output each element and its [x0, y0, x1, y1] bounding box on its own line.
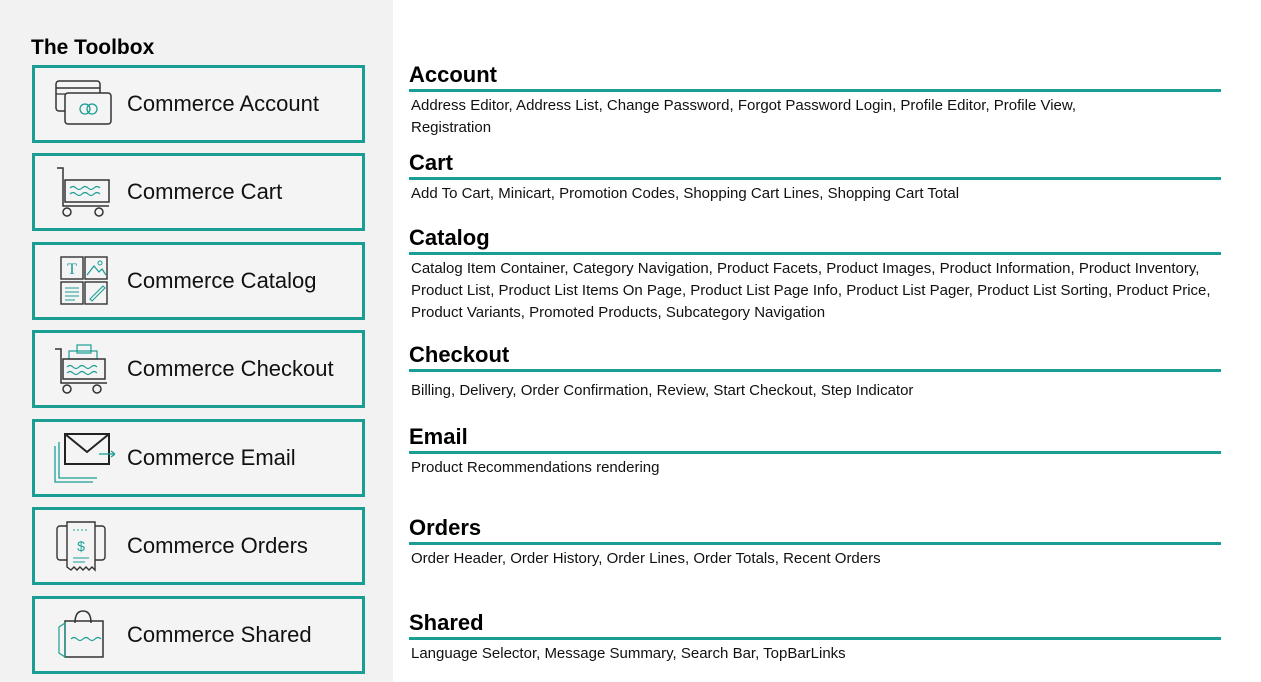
card-label: Commerce Cart: [127, 179, 283, 204]
section-title: Account: [409, 62, 497, 87]
card-label: Commerce Catalog: [127, 268, 317, 293]
section-items: Order Header, Order History, Order Lines, Order Totals, Recent Orders: [411, 550, 881, 567]
card-commerce-checkout[interactable]: [32, 330, 365, 408]
section-divider: [409, 177, 1221, 180]
toolbox-title: The Toolbox: [31, 36, 155, 59]
section-title: Checkout: [409, 342, 510, 367]
section-title: Orders: [409, 515, 482, 540]
receipt-icon: [53, 520, 115, 572]
section-items: Product Recommendations rendering: [411, 459, 660, 476]
section-catalog: [409, 225, 1239, 324]
section-items: Address Editor, Address List, Change Password, Forgot Password Login, Profile Editor, Profile View, Registration: [411, 97, 1077, 136]
section-divider: [409, 451, 1221, 454]
section-title: Catalog: [409, 225, 490, 250]
card-label: Commerce Account: [127, 91, 319, 116]
svg-text:T: T: [67, 261, 77, 278]
section-divider: [409, 542, 1221, 545]
checkout-cart-icon: [53, 343, 115, 395]
section-account: [409, 62, 1239, 139]
card-commerce-cart[interactable]: [32, 153, 365, 231]
card-commerce-account[interactable]: [32, 65, 365, 143]
section-items: Add To Cart, Minicart, Promotion Codes, Shopping Cart Lines, Shopping Cart Total: [411, 185, 960, 202]
card-label: Commerce Email: [127, 445, 296, 470]
section-items: Catalog Item Container, Category Navigation, Product Facets, Product Images, Product Information, Product Inventory, Product List, Product List Items On Page, Product List Page Info, Product List Pager, Product List Sorting, Product Price, Product Variants, Promoted Products, Subcategory Navigation: [411, 260, 1211, 321]
card-label: Commerce Orders: [127, 533, 308, 558]
card-label: Commerce Checkout: [127, 356, 334, 381]
card-commerce-shared[interactable]: [32, 596, 365, 674]
section-divider: [409, 369, 1221, 372]
credit-card-icon: [53, 78, 115, 130]
svg-text:$: $: [77, 538, 85, 554]
section-divider: [409, 252, 1221, 255]
catalog-grid-icon: [53, 255, 115, 307]
section-title: Cart: [409, 150, 454, 175]
section-title: Email: [409, 424, 468, 449]
section-title: Shared: [409, 610, 484, 635]
card-commerce-email[interactable]: [32, 419, 365, 497]
section-checkout: [409, 342, 1239, 402]
shopping-bag-icon: [53, 609, 115, 661]
section-email: [409, 424, 1239, 479]
card-commerce-orders[interactable]: [32, 507, 365, 585]
section-divider: [409, 89, 1221, 92]
shopping-cart-icon: [53, 166, 115, 218]
section-orders: [409, 515, 1239, 570]
section-items: Language Selector, Message Summary, Search Bar, TopBarLinks: [411, 645, 846, 662]
card-label: Commerce Shared: [127, 622, 312, 647]
section-items: Billing, Delivery, Order Confirmation, Review, Start Checkout, Step Indicator: [411, 382, 914, 399]
card-commerce-catalog[interactable]: [32, 242, 365, 320]
section-shared: [409, 610, 1239, 665]
section-cart: [409, 150, 1239, 205]
email-icon: [53, 432, 115, 484]
section-divider: [409, 637, 1221, 640]
